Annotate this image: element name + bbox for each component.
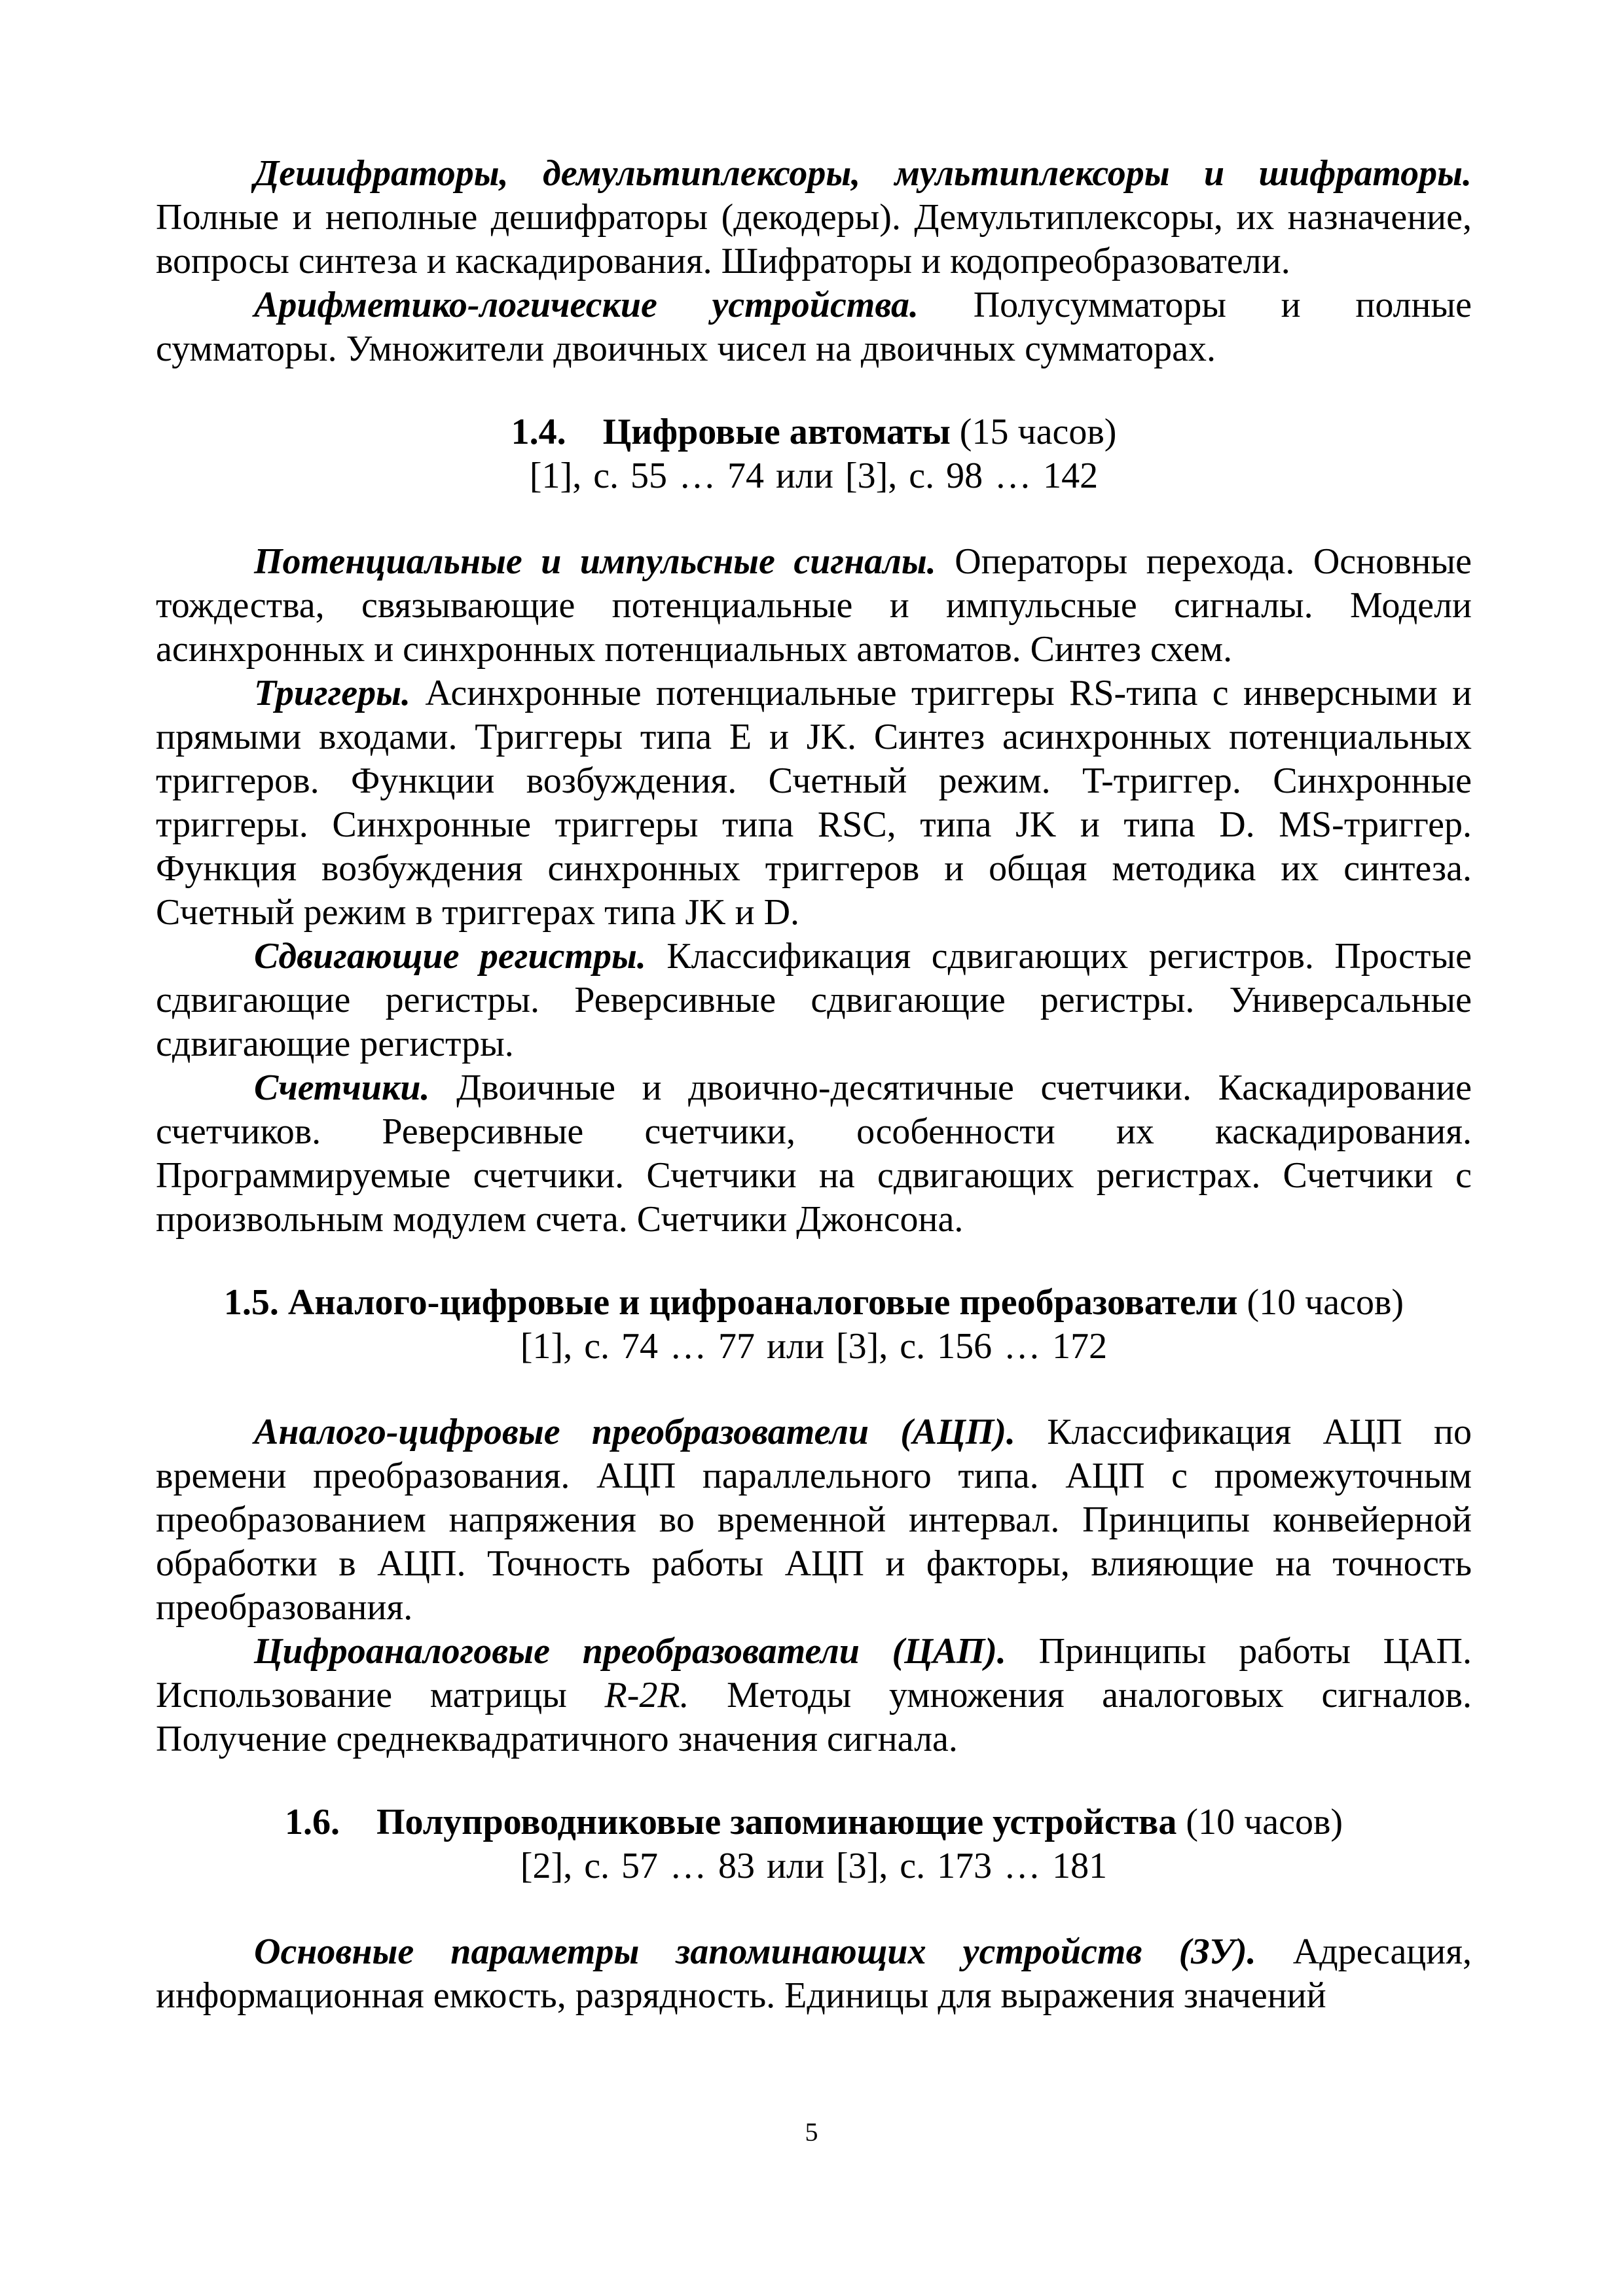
paragraph-lead: Триггеры. — [254, 673, 411, 713]
paragraph-adc — [156, 1410, 1472, 1630]
paragraph-lead: Дешифраторы, демультиплексоры, мультиплексоры и шифраторы. — [254, 153, 1472, 194]
paragraph-alu — [156, 283, 1472, 371]
section-references-1-4: [1], с. 55 … 74 или [3], с. 98 … 142 — [529, 456, 1099, 496]
paragraph-counters — [156, 1066, 1472, 1242]
paragraph-triggers — [156, 672, 1472, 935]
section-hours: (10 часов) — [1247, 1282, 1404, 1323]
paragraph-text: Двоичные и двоично-десятичные счетчики. Каскадирование счетчиков. Реверсивные счетчики, особенности их каскадирования. Программируемые счетчики. Счетчики на сдвигающих регистрах. Счетчики с произвольным модулем счета. Счетчики Джонсона. — [156, 1067, 1472, 1240]
paragraph-text: Асинхронные потенциальные триггеры RS-типа с инверсными и прямыми входами. Триггеры типа E и JK. Синтез асинхронных потенциальных триггеров. Функции возбуждения. Счетный режим. T-триггер. Синхронные триггеры. Синхронные триггеры типа RSC, типа JK и типа D. MS-триггер. Функция возбуждения синхронных триггеров и общая методика их синтеза. Счетный режим в триггерах типа JK и D. — [156, 673, 1472, 933]
paragraph-lead: Счетчики. — [254, 1067, 430, 1108]
section-hours: (15 часов) — [959, 412, 1117, 452]
paragraph-text: Полусумматоры и полные сумматоры. Умножители двоичных чисел на двоичных сумматорах. — [156, 285, 1472, 369]
section-number: 1.5. — [223, 1282, 279, 1323]
paragraph-text: Полные и неполные дешифраторы (декодеры). Демультиплексоры, их назначение, вопросы синтеза и каскадирования. Шифраторы и кодопреобразователи. — [156, 197, 1472, 281]
section-references-1-5: [1], с. 74 … 77 или [3], с. 156 … 172 — [520, 1326, 1108, 1367]
paragraph-dac — [156, 1630, 1472, 1761]
paragraph-text: Классификация АЦП по времени преобразования. АЦП параллельного типа. АЦП с промежуточным преобразованием напряжения во временной интервал. Принципы конвейерной обработки в АЦП. Точность работы АЦП и факторы, влияющие на точность преобразования. — [156, 1412, 1472, 1628]
paragraph-lead: Цифроаналоговые преобразователи (ЦАП). — [254, 1631, 1006, 1672]
paragraph-signals — [156, 540, 1472, 672]
page-content — [156, 152, 1472, 2018]
paragraph-shift-registers — [156, 935, 1472, 1066]
spacer — [156, 1242, 1472, 1281]
spacer — [156, 498, 1472, 540]
paragraph-text: Методы умножения аналоговых сигналов. Получение среднеквадратичного значения сигнала. — [156, 1675, 1472, 1759]
page-number: 5 — [805, 2117, 818, 2147]
section-heading-1-6 — [156, 1801, 1472, 1844]
paragraph-lead: Потенциальные и импульсные сигналы. — [254, 541, 936, 582]
spacer — [156, 1369, 1472, 1410]
matrix-label: R-2R. — [604, 1675, 689, 1715]
paragraph-text: Классификация сдвигающих регистров. Простые сдвигающие регистры. Реверсивные сдвигающие регистры. Универсальные сдвигающие регистры. — [156, 936, 1472, 1064]
section-heading-1-5 — [156, 1281, 1472, 1325]
paragraph-memory-params — [156, 1930, 1472, 2018]
paragraph-lead: Арифметико-логические устройства. — [254, 285, 919, 325]
section-hours: (10 часов) — [1186, 1802, 1343, 1842]
paragraph-text: Принципы работы ЦАП. Использование матрицы — [156, 1631, 1472, 1715]
section-number: 1.4. — [511, 412, 566, 452]
section-references-1-6: [2], с. 57 … 83 или [3], с. 173 … 181 — [520, 1846, 1108, 1886]
paragraph-lead: Сдвигающие регистры. — [254, 936, 646, 977]
spacer — [156, 1761, 1472, 1801]
section-title: Цифровые автоматы — [602, 412, 951, 452]
paragraph-lead: Основные параметры запоминающих устройств (ЗУ). — [254, 1931, 1256, 1972]
paragraph-text: Операторы перехода. Основные тождества, связывающие потенциальные и импульсные сигналы. Модели асинхронных и синхронных потенциальных автоматов. Синтез схем. — [156, 541, 1472, 670]
section-title: Полупроводниковые запоминающие устройства — [376, 1802, 1177, 1842]
spacer — [156, 1888, 1472, 1930]
paragraph-decoders — [156, 152, 1472, 283]
section-title: Аналого-цифровые и цифроаналоговые преобразователи — [287, 1282, 1238, 1323]
spacer — [156, 371, 1472, 410]
paragraph-text: Адресация, информационная емкость, разрядность. Единицы для выражения значений — [156, 1931, 1472, 2016]
paragraph-lead: Аналого-цифровые преобразователи (АЦП). — [254, 1412, 1015, 1452]
section-heading-1-4 — [156, 410, 1472, 454]
section-number: 1.6. — [284, 1802, 340, 1842]
